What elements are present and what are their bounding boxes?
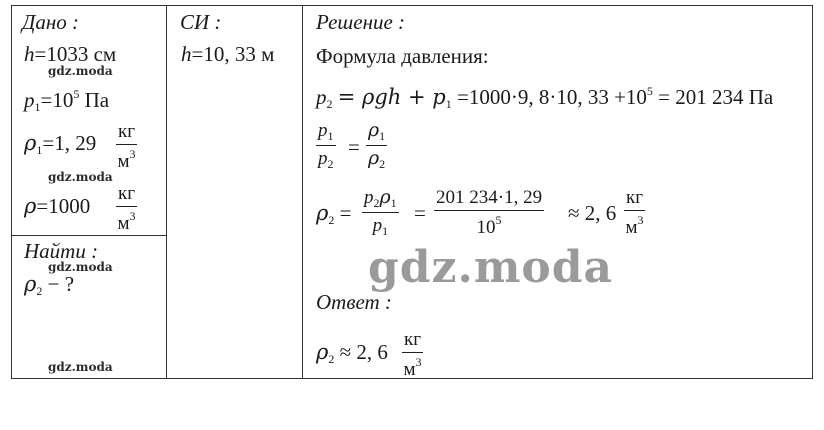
column-divider-1 xyxy=(166,6,167,378)
given-rho1-unit: кг $м^3$ xyxy=(117,121,136,172)
ratio-equals: = xyxy=(348,135,360,159)
find-rho2: ρ2 − ? xyxy=(24,272,75,298)
eq3-approx: ≈ 2, 6 xyxy=(568,201,617,225)
header-given: Дано : xyxy=(22,10,80,34)
given-find-divider xyxy=(12,235,166,236)
header-answer: Ответ : xyxy=(316,290,392,314)
watermark-small-3: gdz.moda xyxy=(48,260,113,274)
eq3-symbolic-fraction: $\frac{p_2\rho_1}{p_1}$ xyxy=(364,186,397,238)
given-rho1: ρ1=1, 29 xyxy=(24,131,97,157)
eq3-unit: кг $м^3$ xyxy=(625,187,644,238)
answer-unit: кг $м^3$ xyxy=(403,329,422,380)
header-solution: Решение : xyxy=(316,10,406,34)
header-find: Найти : xyxy=(24,239,99,263)
given-rho-unit: кг $м^3$ xyxy=(117,183,136,234)
watermark-large: gdz.moda xyxy=(368,242,614,293)
given-rho: ρ=1000 xyxy=(24,194,91,218)
header-si: СИ : xyxy=(180,10,222,34)
column-divider-2 xyxy=(302,6,303,378)
formula-title: Формула давления: xyxy=(316,44,489,68)
eq3-numeric-fraction: $\frac{201 234\cdot 1, 29}{10^5}$ xyxy=(436,187,543,238)
ratio-pressure: $\frac{p_1}{p_2}$ xyxy=(318,120,334,171)
watermark-small-2: gdz.moda xyxy=(48,170,113,184)
given-p1: $p1=10^5$ Па xyxy=(24,87,110,114)
ratio-density: $\frac{\rho_1}{\rho_2}$ xyxy=(368,119,386,171)
watermark-small-4: gdz.moda xyxy=(48,360,113,374)
eq3-lhs: ρ2 = xyxy=(316,201,352,227)
equation-pressure: p2 = ρgh + p1 =1000·9, 8·10, $33 +10^5 = 201$ 234 Па xyxy=(316,84,774,111)
si-h: h=10, 33 м xyxy=(181,42,275,66)
answer-value: ρ2 ≈ 2, 6 xyxy=(316,340,388,366)
watermark-small-1: gdz.moda xyxy=(48,64,113,78)
given-h: h=1033 см xyxy=(24,42,117,66)
eq3-equals: = xyxy=(414,201,426,225)
